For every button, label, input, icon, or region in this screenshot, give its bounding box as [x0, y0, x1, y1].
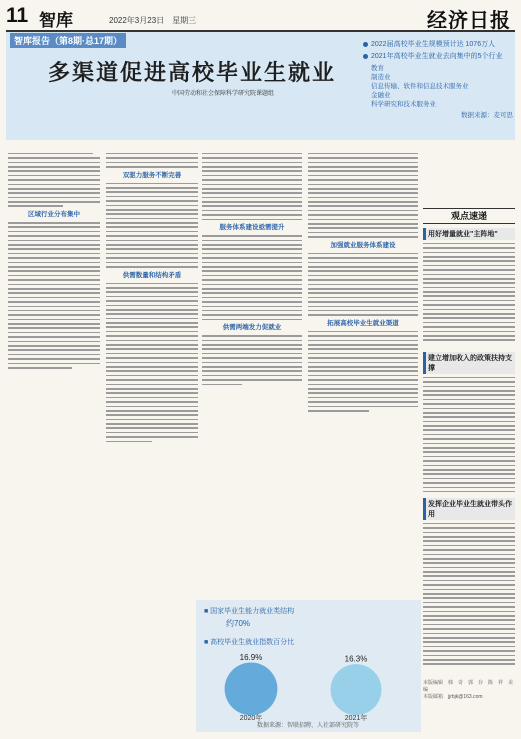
- section-heading: 加强就业服务体系建设: [330, 241, 396, 249]
- opinion-block-2: [423, 352, 515, 492]
- article-author: 中国劳动和社会保障科学研究院课题组: [172, 91, 275, 97]
- opinion-header: 观点速递: [423, 208, 515, 224]
- stat-sub: 金融业: [371, 92, 391, 99]
- opinion-heading: 发挥企业毕业生就业带头作用: [423, 498, 515, 520]
- chart-subtitle: ■ 高校毕业生就业指数百分比: [204, 639, 295, 646]
- bullet-icon: [363, 42, 368, 47]
- chart-title: ■ 国家毕业生能力就业类结构: [204, 608, 295, 615]
- stat-sub: 科学研究和技术服务业: [371, 101, 436, 108]
- stat-sub: 教育: [371, 65, 384, 72]
- stat-note: 数据来源：麦可思: [461, 112, 513, 119]
- stat-item: 2022届高校毕业生规模预计达 1076万人: [363, 40, 513, 49]
- page-footer: [423, 680, 519, 701]
- article-title: 多渠道促进高校毕业生就业: [48, 60, 337, 85]
- chart-category-label: 2020年: [239, 715, 263, 722]
- chart-data-label: 16.9%: [239, 652, 263, 662]
- issue-date: 2022年3月23日 星期三: [109, 16, 197, 25]
- text-column-3: [202, 150, 302, 590]
- section-heading: 拓展高校毕业生就业渠道: [327, 319, 399, 327]
- editor-email: 本版邮箱 jjrbjk@163.com: [423, 694, 483, 700]
- page-header: [6, 4, 515, 32]
- text-column-1: [8, 150, 100, 590]
- opinion-block-3: [423, 498, 515, 673]
- section-heading: 双驱力服务不断完善: [122, 171, 182, 179]
- text-column-2: [106, 150, 198, 730]
- opinion-heading: 用好增量就业"主阵地": [423, 228, 515, 240]
- chart-data-label: 16.3%: [344, 654, 368, 664]
- text-column-4: [308, 150, 418, 590]
- chart-bar: [225, 662, 278, 715]
- chart-bar: [331, 664, 382, 715]
- section-heading: 供需数量和结构矛盾: [122, 271, 182, 279]
- stat-item: 2021年高校毕业生就业去向集中的5个行业: [363, 52, 513, 61]
- chart-svg: [196, 600, 421, 732]
- opinion-block-1: [423, 228, 515, 348]
- chart-category-label: 2021年: [344, 715, 368, 722]
- newspaper-logo: 经济日报: [427, 10, 511, 32]
- page-number: 11: [6, 4, 29, 27]
- stat-sub: 制造业: [371, 74, 391, 81]
- bullet-icon: [363, 54, 368, 59]
- section-heading: 供需两端发力促就业: [222, 324, 282, 332]
- employment-chart: [196, 600, 421, 732]
- chart-annotation: 约70%: [226, 619, 251, 628]
- section-heading: 服务体系建设亟需提升: [219, 224, 285, 232]
- section-name: 智库: [39, 11, 73, 30]
- editor-credits: 本版编辑 韩 奇 郭 存 陈 祥 美 编: [423, 680, 519, 693]
- report-label: 智库报告（第8期·总17期）: [10, 33, 126, 48]
- opinion-heading: 建立增加收入的政策扶持支撑: [423, 352, 515, 374]
- section-heading: 区域行业分布集中: [28, 211, 80, 219]
- stats-box: [363, 40, 513, 120]
- chart-source: 数据来源：智联招聘、人社部研究院等: [256, 723, 360, 729]
- stat-sub: 信息传输、软件和信息技术服务业: [371, 83, 469, 90]
